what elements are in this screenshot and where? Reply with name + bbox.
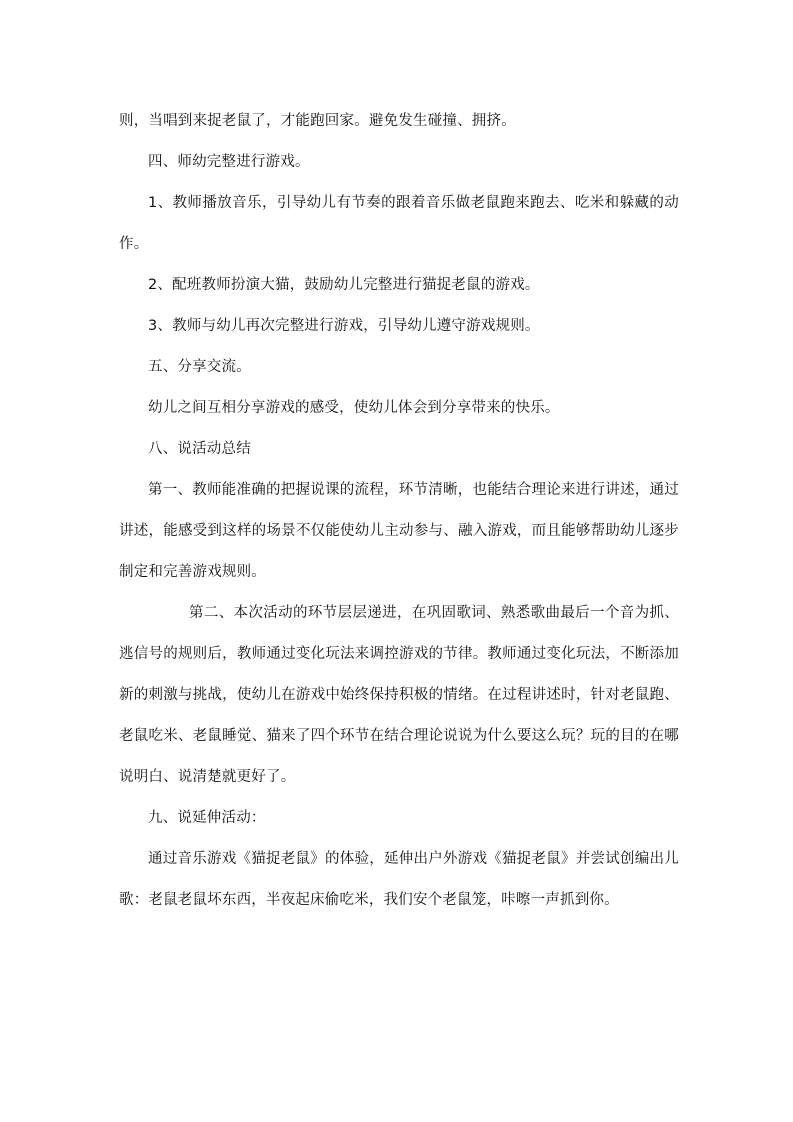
list-item-1: 1、教师播放音乐，引导幼儿有节奏的跟着音乐做老鼠跑来跑去、吃米和躲藏的动作。 [119,195,679,252]
paragraph-summary-second: 第二、本次活动的环节层层递进，在巩固歌词、熟悉歌曲最后一个音为抓、逃信号的规则后，教师通过变化玩法来调控游戏的节律。教师通过变化玩法，不断添加新的刺激与挑战，使幼儿在游戏中始终保持积极的情绪。在过程讲述时，针对老鼠跑、老鼠吃米、老鼠睡觉、猫来了四个环节在结合理论说说为什么要这么玩？玩的目的在哪说明白、说清楚就更好了。 [119,605,679,785]
paragraph-summary-first: 第一、教师能准确的把握说课的流程，环节清晰，也能结合理论来进行讲述，通过讲述，能感受到这样的场景不仅能使幼儿主动参与、融入游戏，而且能够帮助幼儿逐步制定和完善游戏规则。 [119,482,679,580]
paragraph-continuation: 则，当唱到来捉老鼠了，才能跑回家。避免发生碰撞、拥挤。 [119,113,516,129]
paragraph-extension: 通过音乐游戏《猫捉老鼠》的体验，延伸出户外游戏《猫捉老鼠》并尝试创编出儿歌：老鼠老鼠坏东西，半夜起床偷吃米，我们安个老鼠笼，咔嚓一声抓到你。 [119,851,679,908]
document-body [119,101,679,921]
section-heading-four: 四、师幼完整进行游戏。 [148,154,310,170]
list-item-3: 3、教师与幼儿再次完整进行游戏，引导幼儿遵守游戏规则。 [148,318,540,334]
section-heading-eight: 八、说活动总结 [148,441,251,457]
section-heading-nine: 九、说延伸活动： [148,810,266,826]
list-item-2: 2、配班教师扮演大猫，鼓励幼儿完整进行猫捉老鼠的游戏。 [148,277,540,293]
section-heading-five: 五、分享交流。 [148,359,251,375]
paragraph-sharing: 幼儿之间互相分享游戏的感受，使幼儿体会到分享带来的快乐。 [148,400,560,416]
